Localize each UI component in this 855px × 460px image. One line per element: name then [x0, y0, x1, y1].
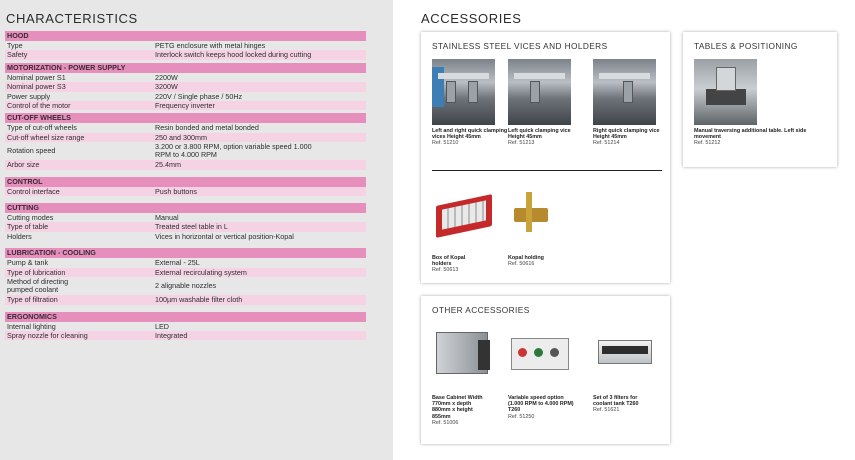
- product-caption: Left and right quick clamping vices Height 45mm: [432, 128, 508, 141]
- section-heading: CUTTING: [5, 203, 366, 213]
- other-accessories-title: OTHER ACCESSORIES: [432, 305, 530, 315]
- spec-key: Type of lubrication: [7, 267, 66, 277]
- product-ref: Ref. 50616: [508, 261, 535, 268]
- product-ref: Ref. 51621: [593, 407, 620, 414]
- right-vice-image: [593, 59, 656, 125]
- spec-value: LED: [155, 321, 169, 331]
- spec-key: Nominal power S1: [7, 72, 66, 82]
- product-item[interactable]: [508, 326, 586, 420]
- spec-row: [5, 160, 366, 169]
- spec-row: [5, 82, 366, 91]
- spec-row: [5, 277, 366, 295]
- variable-speed-image: [508, 326, 571, 392]
- product-item[interactable]: [508, 186, 586, 267]
- spec-key: Spray nozzle for cleaning: [7, 330, 88, 340]
- spec-row: [5, 295, 366, 304]
- spec-value: External - 25L: [155, 258, 200, 268]
- spec-value: 220V / Single phase / 50Hz: [155, 91, 243, 101]
- product-ref: Ref. 51213: [508, 140, 535, 147]
- vices-card: [421, 32, 670, 283]
- spec-row: [5, 50, 366, 59]
- product-caption: Right quick clamping vice Height 45mm: [593, 128, 660, 141]
- characteristics-panel: [0, 0, 393, 460]
- product-item[interactable]: [432, 186, 510, 274]
- spec-value: PETG enclosure with metal hinges: [155, 41, 266, 50]
- accessories-title: ACCESSORIES: [421, 11, 522, 26]
- vice-pair-image: [432, 59, 495, 125]
- characteristics-title: CHARACTERISTICS: [6, 11, 138, 26]
- product-ref: Ref. 51214: [593, 140, 620, 147]
- spec-row: [5, 331, 366, 340]
- spec-key: Cut-off wheel size range: [7, 132, 85, 142]
- product-item[interactable]: [694, 59, 824, 147]
- product-item[interactable]: [432, 326, 510, 426]
- spec-value: 25.4mm: [155, 160, 181, 170]
- product-item[interactable]: [593, 326, 671, 414]
- product-caption: Box of Kopal holders: [432, 255, 466, 268]
- base-cabinet-image: [432, 326, 495, 392]
- product-ref: Ref. 51250: [508, 413, 535, 420]
- spec-row: [5, 187, 366, 196]
- spec-key: Control of the motor: [7, 101, 71, 111]
- product-ref: Ref. 50613: [432, 267, 459, 274]
- left-vice-image: [508, 59, 571, 125]
- kopal-box-image: [432, 186, 495, 252]
- product-item[interactable]: [593, 59, 671, 147]
- spec-value: Push buttons: [155, 186, 197, 196]
- spec-value: Resin bonded and metal bonded: [155, 123, 259, 133]
- section-divider: [432, 170, 662, 171]
- spec-key: Control interface: [7, 186, 60, 196]
- section-rows: [5, 258, 366, 304]
- product-ref: Ref. 51006: [432, 419, 459, 426]
- section-heading: CONTROL: [5, 177, 366, 187]
- spec-key: Type of cut-off wheels: [7, 123, 77, 133]
- spec-value: Manual: [155, 213, 179, 223]
- spec-row: [5, 268, 366, 277]
- traversing-table-image: [694, 59, 757, 125]
- spec-key: Cutting modes: [7, 213, 54, 223]
- spec-key: Pump & tank: [7, 258, 49, 268]
- spec-row: [5, 41, 366, 50]
- spec-key: Holders: [7, 231, 32, 241]
- spec-value: Frequency inverter: [155, 101, 215, 111]
- product-ref: Ref. 51212: [694, 140, 721, 147]
- filters-image: [593, 326, 656, 392]
- spec-row: [5, 101, 366, 110]
- spec-value: 3.200 or 3.800 RPM, option variable speed 1.000 RPM to 4.000 RPM: [155, 142, 312, 160]
- spec-row: [5, 232, 366, 241]
- kopal-holding-image: [508, 186, 571, 252]
- spec-row: [5, 222, 366, 231]
- product-caption: Manual traversing additional table. Left side movement: [694, 128, 807, 141]
- other-accessories-card: [421, 296, 670, 444]
- section-rows: [5, 322, 366, 341]
- tables-card-title: TABLES & POSITIONING: [694, 41, 798, 51]
- section-heading: ERGONOMICS: [5, 312, 366, 322]
- section-rows: [5, 73, 366, 111]
- tables-card: [683, 32, 837, 167]
- spec-key: Type of filtration: [7, 295, 58, 305]
- spec-row: [5, 133, 366, 142]
- spec-value: Treated steel table in L: [155, 222, 228, 232]
- spec-value: Interlock switch keeps hood locked during cutting: [155, 50, 312, 60]
- spec-key: Safety: [7, 50, 28, 60]
- section-rows: [5, 41, 366, 60]
- section-heading: LUBRICATION - COOLING: [5, 248, 366, 258]
- spec-row: [5, 92, 366, 101]
- product-caption: Set of 3 filters for coolant tank T260: [593, 395, 639, 408]
- section-rows: [5, 187, 366, 196]
- spec-row: [5, 123, 366, 132]
- section-heading: HOOD: [5, 31, 366, 41]
- spec-key: Type: [7, 41, 23, 50]
- spec-row: [5, 73, 366, 82]
- spec-value: 3200W: [155, 82, 178, 92]
- spec-value: 100µm washable filter cloth: [155, 295, 243, 305]
- product-item[interactable]: [508, 59, 586, 147]
- product-item[interactable]: [432, 59, 510, 147]
- vices-card-title: STAINLESS STEEL VICES AND HOLDERS: [432, 41, 608, 51]
- spec-key: Internal lighting: [7, 321, 56, 331]
- spec-value: 2200W: [155, 72, 178, 82]
- spec-value: Vices in horizontal or vertical position-Kopal: [155, 231, 294, 241]
- spec-key: Arbor size: [7, 160, 40, 170]
- spec-key: Method of directing pumped coolant: [7, 277, 69, 295]
- spec-row: [5, 322, 366, 331]
- spec-value: 250 and 300mm: [155, 132, 207, 142]
- product-caption: Left quick clamping vice Height 45mm: [508, 128, 571, 141]
- section-heading: CUT-OFF WHEELS: [5, 113, 366, 123]
- spec-value: External recirculating system: [155, 267, 247, 277]
- product-caption: Base Cabinet Width 770mm x depth 880mm x height 855mm: [432, 395, 483, 420]
- section-rows: [5, 213, 366, 241]
- spec-key: Type of table: [7, 222, 49, 232]
- product-ref: Ref. 51210: [432, 140, 459, 147]
- product-caption: Variable speed option (1.000 RPM to 4.000 RPM) T260: [508, 395, 574, 414]
- spec-table: [5, 31, 366, 340]
- product-caption: Kopal holding: [508, 255, 544, 261]
- accessories-panel: [393, 0, 855, 460]
- spec-key: Nominal power S3: [7, 82, 66, 92]
- spec-value: 2 alignable nozzles: [155, 281, 217, 291]
- spec-key: Rotation speed: [7, 146, 56, 156]
- section-rows: [5, 123, 366, 169]
- section-heading: MOTORIZATION - POWER SUPPLY: [5, 63, 366, 73]
- spec-row: [5, 142, 366, 160]
- spec-key: Power supply: [7, 91, 51, 101]
- spec-row: [5, 213, 366, 222]
- spec-value: Integrated: [155, 330, 188, 340]
- spec-row: [5, 258, 366, 267]
